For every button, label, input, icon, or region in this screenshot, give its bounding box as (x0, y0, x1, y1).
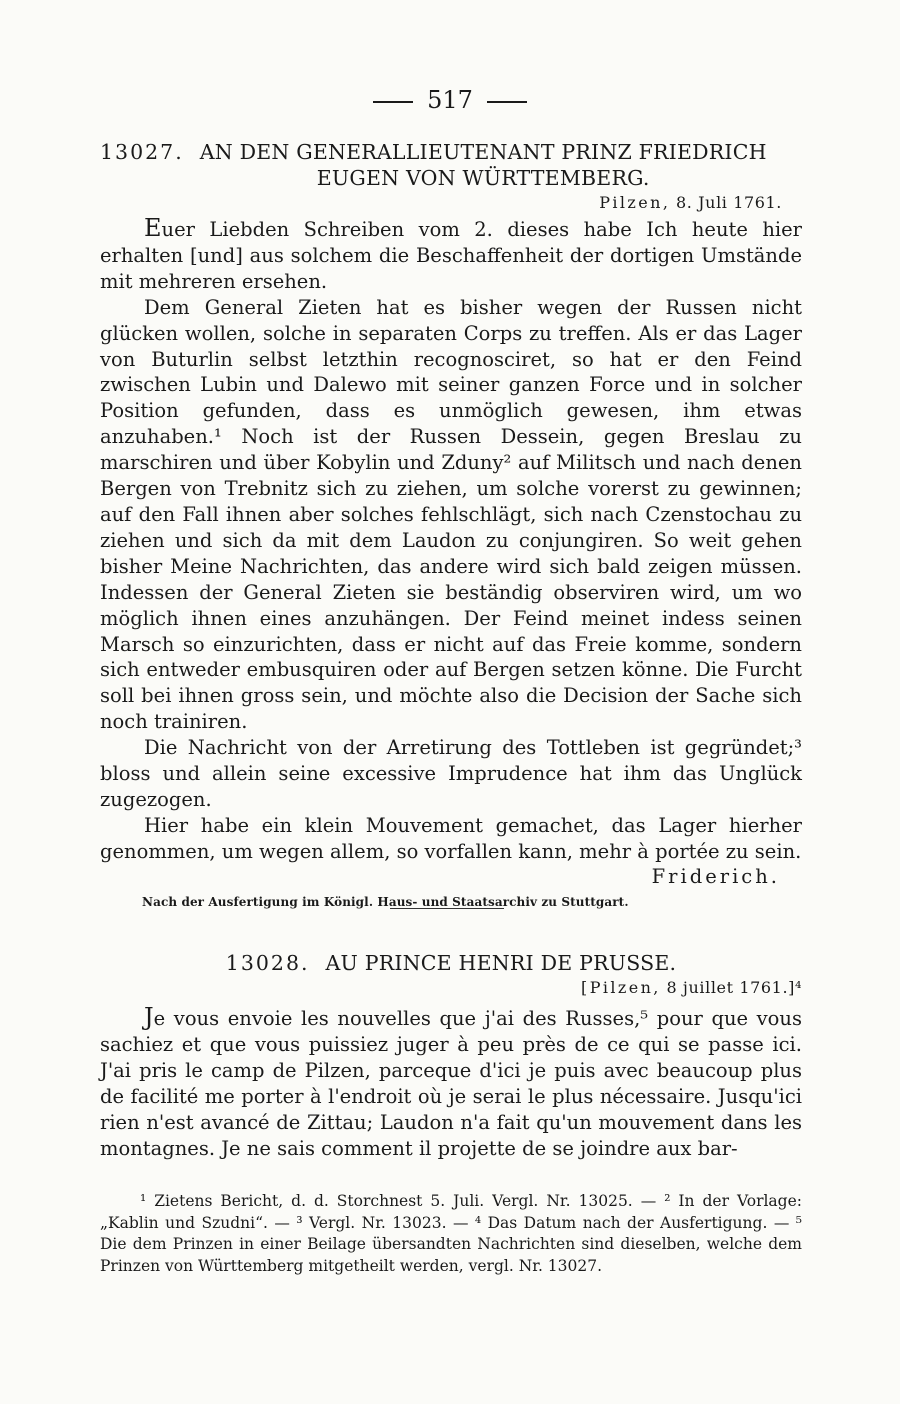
header-rule-right (487, 101, 527, 103)
page-number: 517 (427, 86, 473, 114)
letter-13028 (100, 950, 802, 1161)
footnote-text: ¹ Zietens Bericht, d. d. Storchnest 5. Juli. Vergl. Nr. 13025. — ² In der Vorlage: „Kablin und Szudni“. — ³ Vergl. Nr. 13023. — ⁴ Das Datum nach der Ausfertigung. — ⁵ Die dem Prinzen in einer Beilage übersandten Nachrichten sind dieselben, welche dem Prinzen von Württemberg mitgetheilt werden, vergl. Nr. 13027. (100, 1192, 802, 1275)
letter-paragraph: Je vous envoie les nouvelles que j'ai des Russes,⁵ pour que vous sachiez et que vous puissiez juger à peu près de ce qui se passe ici. J'ai pris le camp de Pilzen, parceque d'ici je puis avec beaucoup plus de facilité me porter à l'endroit où je serai le plus nécessaire. Jusqu'ici rien n'est avancé de Zittau; Laudon n'a fait qu'un mouvement dans les montagnes. Je ne sais comment il projette de se joindre aux bar- (100, 1003, 802, 1160)
letter-paragraph: Die Nachricht von der Arretirung des Tottleben ist gegründet;³ bloss und allein seine excessive Imprudence hat ihm das Unglück zugezogen. (100, 736, 802, 811)
page-header (0, 86, 900, 114)
letter-place-date (100, 193, 802, 212)
letter-title-line1: AN DEN GENERALLIEUTENANT PRINZ FRIEDRICH (199, 140, 767, 164)
letter-place-date (100, 978, 802, 997)
letter-date: 8. Juli 1761. (676, 193, 782, 212)
section-divider (390, 908, 504, 909)
letter-title (200, 139, 767, 191)
letter-heading (100, 950, 802, 976)
header-rule-left (373, 101, 413, 103)
letter-date: 8 juillet 1761.]⁴ (666, 978, 802, 997)
letter-heading (100, 139, 802, 191)
letter-paragraph: Dem General Zieten hat es bisher wegen der Russen nicht glücken wollen, solche in separaten Corps zu treffen. Als er das Lager von Buturlin selbst letzthin recognosciret, so hat er den Feind zwischen Lubin und Dalewo mit seiner ganzen Force und in solcher Position gefunden, dass es unmöglich gewesen, ihm etwas anzuhaben.¹ Noch ist der Russen Dessein, gegen Breslau zu marschiren und über Kobylin und Zduny² auf Militsch und nach denen Bergen von Trebnitz sich zu ziehen, um solche vorerst zu gewinnen; auf den Fall ihnen aber solches fehlschlägt, sich nach Czenstochau zu ziehen und sich da mit dem Laudon zu conjungiren. So weit gehen bisher Meine Nachrichten, das andere wird sich bald zeigen müssen. Indessen der General Zieten sie beständig observiren wird, um wo möglich ihnen eines anzuhängen. Der Feind meinet indess seinen Marsch so einzurichten, dass er nicht auf das Freie komme, sondern sich entweder embusquiren oder auf Bergen setzen könne. Die Furcht soll bei ihnen gross sein, und möchte also die Decision der Sache sich noch trainiren. (100, 295, 802, 734)
letter-place: Pilzen, (599, 193, 671, 212)
letter-title: AU PRINCE HENRI DE PRUSSE. (325, 951, 677, 975)
source-note: Nach der Ausfertigung im Königl. Haus- und Staatsarchiv zu Stuttgart. (142, 894, 629, 909)
letter-13027 (100, 139, 802, 909)
letter-paragraph: Hier habe ein klein Mouvement gemachet, das Lager hierher genommen, um wegen allem, so vorfallen kann, mehr à portée zu sein. (100, 813, 802, 863)
letter-place: [Pilzen, (581, 978, 661, 997)
signature: Friderich. (651, 864, 780, 888)
letter-title-line2: EUGEN VON WÜRTTEMBERG. (316, 166, 650, 190)
letter-number: 13028. (225, 951, 310, 975)
letter-number: 13027. (100, 140, 184, 164)
footnotes (100, 1191, 802, 1277)
letter-paragraph: Euer Liebden Schreiben vom 2. dieses habe Ich heute hier erhalten [und] aus solchem die Beschaffenheit der dortigen Umstände mit mehreren ersehen. (100, 214, 802, 293)
